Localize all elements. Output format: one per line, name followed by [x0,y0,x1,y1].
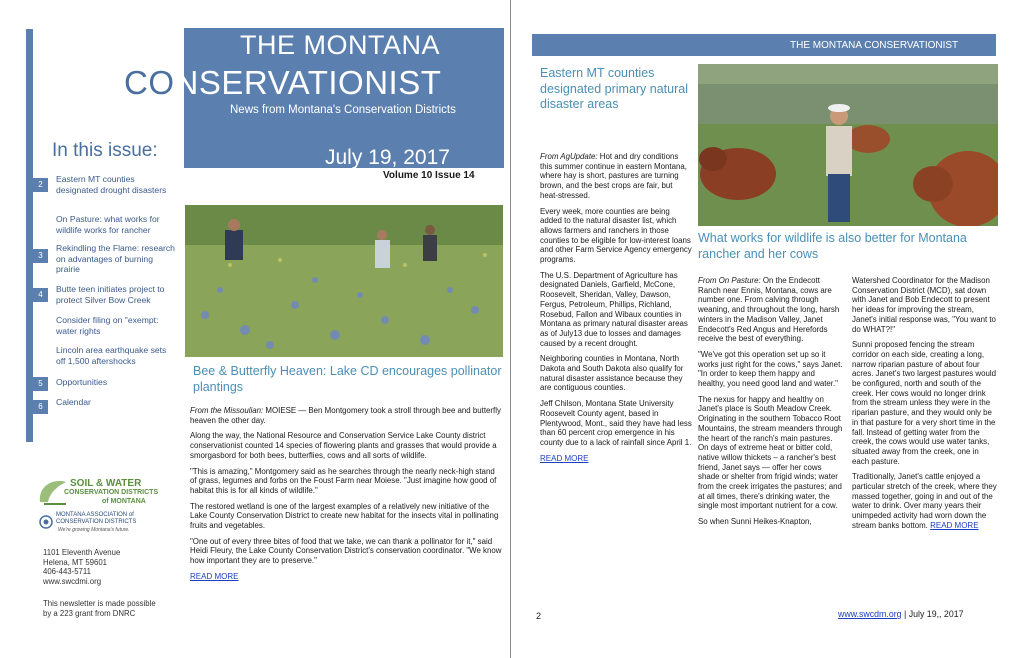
wildlife-article-p6: Sunni proposed fencing the stream corridor on each side, creating a long, narrow riparian pasture of about four acres. Janet's two largest pastures would be configured, north and south of the creek. Her cows would no longer drink from the stream unless they were in the riparian pasture, and they would only be in that pasture for a very short time in the fall. Instead of getting water from the creek, the cows would use water tanks, situated away from the creek, one in each pasture. [852,340,997,466]
in-this-issue-heading: In this issue: [52,140,158,161]
masthead-title-line2 [124,64,441,102]
website-link[interactable]: www.swcdmi.org [43,576,102,586]
toc-number: 6 [33,400,48,414]
masthead-title-line2-right: NSERVATIONIST [174,64,442,101]
toc-item[interactable]: Consider filing on "exempt: water rights [56,315,159,336]
toc-number: 5 [33,377,48,391]
toc-item[interactable]: Calendar [56,397,91,407]
toc-item[interactable]: Lincoln area earthquake sets off 1,500 aftershocks [56,345,167,366]
address-line: 1101 Eleventh Avenue [43,548,121,557]
toc-number: 2 [33,178,48,192]
drought-article-source: From AgUpdate: [540,152,598,161]
swcd-logo-line3: of MONTANA [102,498,146,505]
sidebar-accent-bar [26,29,33,442]
footer-date: | July 19,, 2017 [901,609,964,619]
macd-logo-line1: MONTANA ASSOCIATION of [56,512,134,518]
meadow-photo [185,205,503,357]
issue-date: July 19, 2017 [325,146,450,169]
drought-article-title: Eastern MT counties designated primary natural disaster areas [540,66,688,111]
drought-read-more-link[interactable]: READ MORE [540,453,589,463]
toc-item[interactable]: Opportunities [56,377,108,387]
page-divider [510,0,511,658]
masthead-title-line2-left: CO [124,64,175,101]
drought-article-p3: The U.S. Department of Agriculture has designated Daniels, Garfield, McCone, Roosevelt, Sheridan, Valley, Dawson, Fergus, Petroleum, Phillips, Richland, Rosebud, Fallon and Wibaux counties in Montana as primary natural disaster areas as of July13 due to losses and damages caused by a recent drought. [540,270,688,348]
address-line: Helena, MT 59601 [43,557,108,567]
drought-article-body [540,152,692,469]
rancher-cows-photo [698,64,998,226]
wildlife-article-p2: "We've got this operation set up so it works just right for the cows," says Janet. "In order to keep them happy and healthy, you need good land and water." [698,349,843,389]
toc-number: 4 [33,288,48,302]
issue-volume: Volume 10 Issue 14 [383,170,475,181]
masthead-subtitle: News from Montana's Conservation Districts [230,104,456,116]
bee-article-p3: "This is amazing," Montgomery said as he searches through the nearly neck-high stand of grass, legumes and forbs on the Foust Farm near Moiese. "Just imagine how good of habitat this is for all kinds of wildlife." [190,466,497,495]
wildlife-article-p1: On the Endecott Ranch near Ennis, Montana, cows are number one. From calving through weaning, and throughout the long, harsh winters in the Madison Valley, Janet Endecott's Red Angus and Herefords receive the best of everything. [698,276,840,344]
bee-article-p4: The restored wetland is one of the largest examples of a relatively new initiative of the Lake County Conservation District to create new habitat for the insects vital in pollinating fruits and vegetables. [190,501,499,531]
page2-header-title: THE MONTANA CONSERVATIONIST [790,40,959,51]
bee-article-title: Bee & Butterfly Heaven: Lake CD encourages pollinator plantings [193,364,502,394]
wildlife-article-title: What works for wildlife is also better for Montana rancher and her cows [698,231,967,261]
swcd-logo [36,474,176,544]
drought-article-p2: Every week, more counties are being added to the natural disaster list, which allows farmers and ranchers in those counties to be eligible for low-interest loans and other Farm Service Agency emergency programs. [540,206,692,265]
bee-article-p1: MOIESE — Ben Montgomery took a stroll through bee and butterfly heaven the other day. [190,406,501,425]
wildlife-article-col2 [852,276,998,537]
drought-article-p1: Hot and dry conditions this summer continue in eastern Montana, where hay is short, pastures are turning brown, and the best crops are fair, but heat-stressed. [540,152,687,200]
wildlife-article-p3: The nexus for happy and healthy on Janet's place is South Meadow Creek. Originating in the southern Tobacco Root Mountains, the stream meanders through the heart of the ranch's main pastures. On days of extreme heat or bitter cold, native willow thickets – a rancher's best friend, Janet says — offer her cows shade or shelter from frigid winds; water from the creek irrigates the pastures; and at all times, there's drinking water, the single most important nutrient for a cow. [698,394,843,511]
mailing-address [43,548,120,586]
bee-article-source: From the Missoulian: [190,406,264,415]
bee-read-more-link[interactable]: READ MORE [190,571,239,581]
phone-number: 406-443-5711 [43,567,91,576]
macd-logo-line2: CONSERVATION DISTRICTS [56,519,137,525]
wildlife-article-col1 [698,276,843,533]
macd-logo-tagline: We're growing Montana's future. [58,527,130,533]
wildlife-article-source: From On Pasture: [698,276,761,285]
swcd-logo-line1: SOIL & WATER [70,478,142,489]
wildlife-read-more-link[interactable]: READ MORE [930,520,979,530]
masthead-title-line1: THE MONTANA [240,30,440,60]
toc-item[interactable]: Rekindling the Flame: research on advantages of burning prairie [56,243,175,274]
page2-footer [838,609,964,619]
bee-article-p5: "One out of every three bites of food that we take, we can thank a pollinator for it," said Heidi Fleury, the Lake County Conservation District's conservation coordinator. "We know how important they are to preserve." [190,536,502,566]
wildlife-article-p7: Traditionally, Janet's cattle enjoyed a particular stretch of the creek, where they massed together, going in and out of the water to drink. Over many years their unimpeded activity had worn down the stream banks bottom. [852,472,997,530]
swcd-logo-line2: CONSERVATION DISTRICTS [64,489,159,496]
footer-website-link[interactable]: www.swcdm.org [838,609,902,619]
toc-item[interactable]: Eastern MT counties designated drought disasters [56,174,167,195]
bee-article-p2: Along the way, the National Resource and Conservation Service Lake County district conservationist counted 14 species of flowering plants and grasses that would provide a smorgasbord for both bees, butterflies, cows and all sorts of wildlife. [190,431,497,460]
toc-item[interactable]: On Pasture: what works for wildlife works for rancher [56,214,160,235]
grant-note: This newsletter is made possible by a 223 grant from DNRC [43,599,156,618]
toc-number: 3 [33,249,48,263]
drought-article-p4: Neighboring counties in Montana, North Dakota and South Dakota also qualify for natural disaster assistance because they are contiguous counties. [540,354,684,393]
wildlife-article-p4: So when Sunni Heikes-Knapton, [698,517,812,527]
toc-item[interactable]: Butte teen initiates project to protect Silver Bow Creek [56,284,165,305]
wildlife-article-p5: Watershed Coordinator for the Madison Conservation District (MCD), sat down with Janet and Bob Endecott to present her ideas for improving the stream, Janet's initial response was, "You want to do WHAT?!" [852,276,996,334]
drought-article-p5: Jeff Chilson, Montana State University Roosevelt County agent, based in Plentywood, Mont., said they have had less than 60 percent crop emergence in his county due to a lack of rainfall since April 1. [540,399,692,447]
page-number: 2 [536,611,542,621]
bee-article-body [190,406,503,588]
